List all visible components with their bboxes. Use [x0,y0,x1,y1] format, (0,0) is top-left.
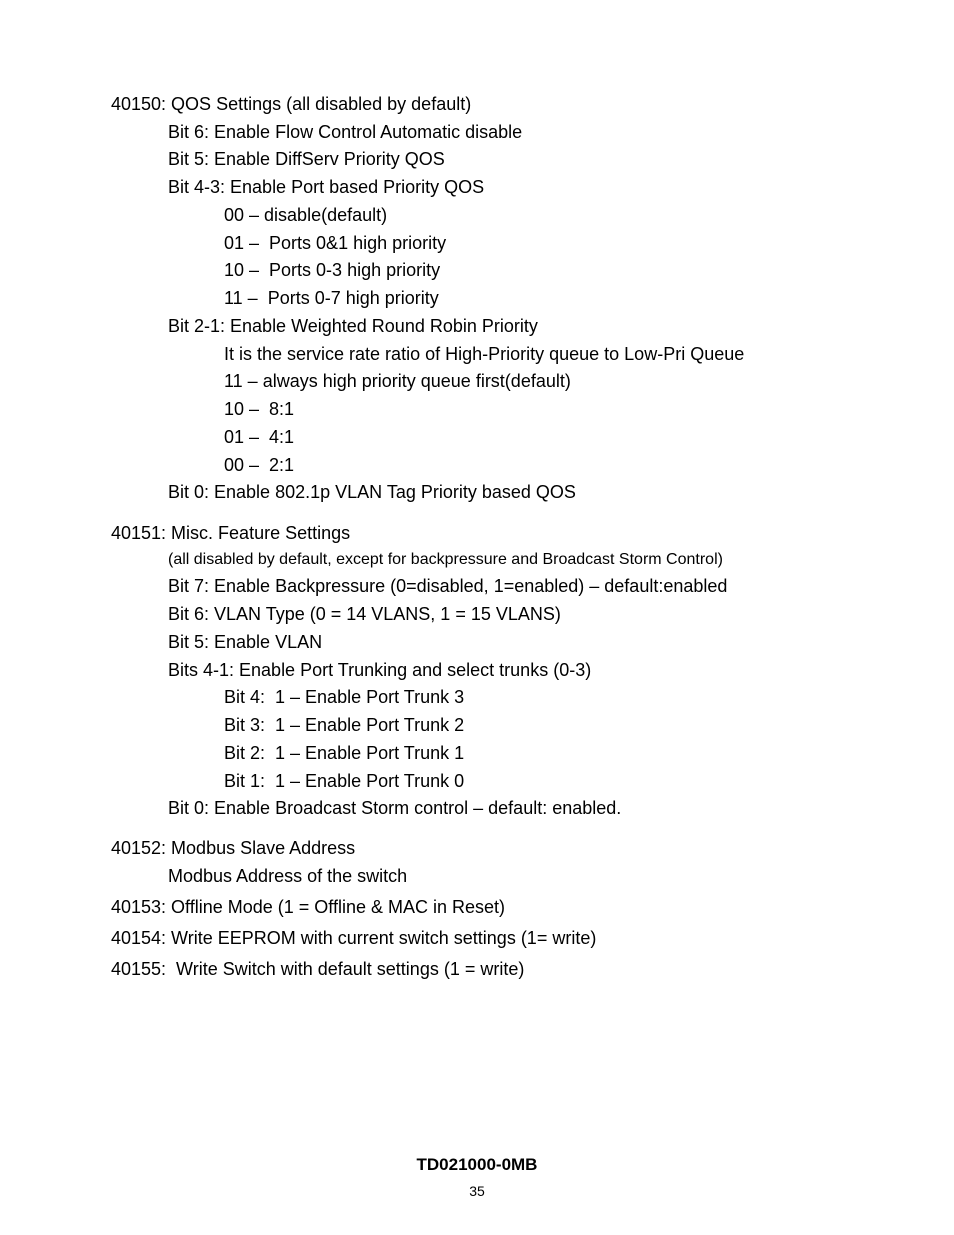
page-number: 35 [469,1183,485,1199]
option-line: 00 – disable(default) [224,205,388,225]
option-line: Bit 3: 1 – Enable Port Trunk 2 [224,715,465,735]
register-40153-heading: 40153: Offline Mode (1 = Offline & MAC in Reset) [111,897,506,917]
option-line: 10 – 8:1 [224,399,295,419]
option-line: 10 – Ports 0-3 high priority [224,260,441,280]
register-40152-heading: 40152: Modbus Slave Address [111,838,356,858]
description-line: It is the service rate ratio of High-Priority queue to Low-Pri Queue [224,344,745,364]
option-line: 01 – 4:1 [224,427,295,447]
option-line: Bit 1: 1 – Enable Port Trunk 0 [224,771,465,791]
bit-line: Bit 7: Enable Backpressure (0=disabled, 1=enabled) – default:enabled [168,576,728,596]
bit-line: Bit 2-1: Enable Weighted Round Robin Priority [168,316,538,336]
note-line: (all disabled by default, except for backpressure and Broadcast Storm Control) [168,551,723,568]
bit-line: Bit 5: Enable VLAN [168,632,323,652]
bit-line: Bit 5: Enable DiffServ Priority QOS [168,149,445,169]
register-40150-heading: 40150: QOS Settings (all disabled by default) [111,94,472,114]
option-line: 01 – Ports 0&1 high priority [224,233,447,253]
option-line: Bit 2: 1 – Enable Port Trunk 1 [224,743,465,763]
bit-line: Bit 0: Enable Broadcast Storm control – default: enabled. [168,798,622,818]
description-line: Modbus Address of the switch [168,866,408,886]
option-line: 11 – Ports 0-7 high priority [224,288,439,308]
register-40155-heading: 40155: Write Switch with default settings (1 = write) [111,959,525,979]
register-40151-heading: 40151: Misc. Feature Settings [111,523,351,543]
option-line: Bit 4: 1 – Enable Port Trunk 3 [224,687,465,707]
bit-line: Bit 4-3: Enable Port based Priority QOS [168,177,485,197]
register-40154-heading: 40154: Write EEPROM with current switch settings (1= write) [111,928,597,948]
bit-line: Bit 6: VLAN Type (0 = 14 VLANS, 1 = 15 VLANS) [168,604,561,624]
bit-line: Bits 4-1: Enable Port Trunking and select trunks (0-3) [168,660,592,680]
option-line: 11 – always high priority queue first(default) [224,371,571,391]
bit-line: Bit 0: Enable 802.1p VLAN Tag Priority based QOS [168,482,576,502]
option-line: 00 – 2:1 [224,455,295,475]
document-code: TD021000-0MB [416,1155,538,1174]
bit-line: Bit 6: Enable Flow Control Automatic disable [168,122,523,142]
